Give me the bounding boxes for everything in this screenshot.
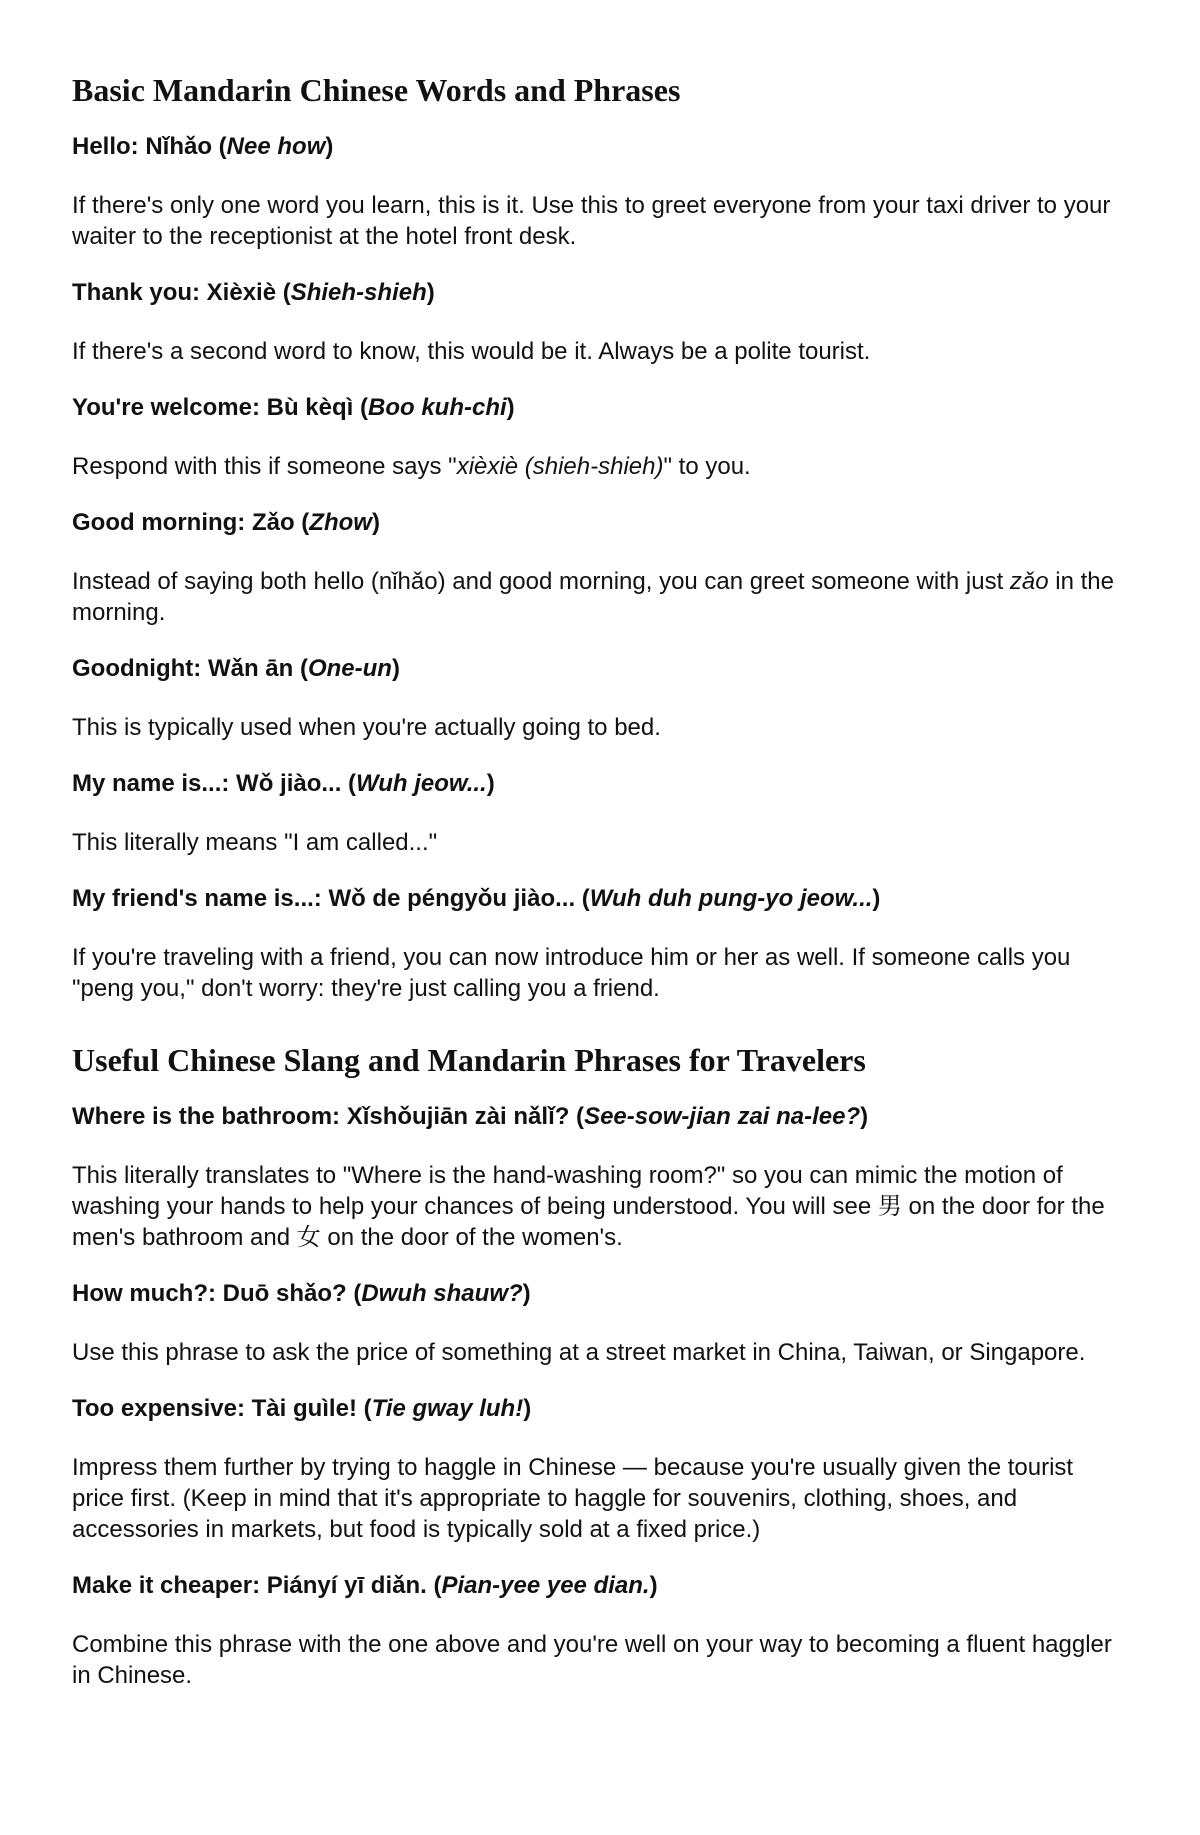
desc-how-much: Use this phrase to ask the price of something at a street market in China, Taiwan, or Singapore. <box>72 1339 1086 1366</box>
term-close: ) <box>522 1280 531 1307</box>
pronunciation: Wuh jeow... <box>356 770 487 797</box>
desc-emphasis: xièxiè (shieh-shieh) <box>456 453 664 480</box>
desc-my-name-is: This literally means "I am called..." <box>72 829 438 856</box>
section-heading-basic: Basic Mandarin Chinese Words and Phrases <box>72 72 681 108</box>
pronunciation: Dwuh shauw? <box>361 1280 523 1307</box>
pronunciation: Shieh-shieh <box>290 279 427 306</box>
term-close: ) <box>506 394 515 421</box>
pronunciation: Pian-yee yee dian. <box>441 1572 650 1599</box>
term-text: Make it cheaper: Piányí yī diǎn. ( <box>72 1572 442 1599</box>
pronunciation: Zhow <box>309 509 372 536</box>
desc-youre-welcome <box>72 451 1128 482</box>
term-hello <box>72 132 1128 162</box>
term-close: ) <box>486 770 495 797</box>
term-close: ) <box>872 885 881 912</box>
desc-hello: If there's only one word you learn, this is it. Use this to greet everyone from your taxi driver to your waiter to the receptionist at the hotel front desk. <box>72 192 1111 250</box>
term-text: Thank you: Xièxiè ( <box>72 279 291 306</box>
pronunciation: Wuh duh pung-yo jeow... <box>589 885 873 912</box>
term-text: Good morning: Zǎo ( <box>72 509 310 536</box>
term-text: Goodnight: Wǎn ān ( <box>72 655 308 682</box>
term-close: ) <box>649 1572 658 1599</box>
term-good-morning <box>72 508 1128 538</box>
pronunciation: Tie gway luh! <box>371 1395 524 1422</box>
term-text: My friend's name is...: Wǒ de péngyǒu jiào... ( <box>72 885 590 912</box>
term-bathroom <box>72 1102 1128 1132</box>
term-text: You're welcome: Bù kèqì ( <box>72 394 368 421</box>
desc-too-expensive: Impress them further by trying to haggle in Chinese — because you're usually given the tourist price first. (Keep in mind that it's appropriate to haggle for souvenirs, clothing, shoes, and accessories in markets, but food is typically sold at a fixed price.) <box>72 1454 1074 1543</box>
desc-emphasis: zǎo <box>1009 568 1049 595</box>
desc-text: Instead of saying both hello (nǐhǎo) and good morning, you can greet someone with just <box>72 568 1010 595</box>
term-make-it-cheaper <box>72 1571 1128 1601</box>
pronunciation: See-sow-jian zai na-lee? <box>584 1103 861 1130</box>
term-text: Too expensive: Tài guìle! ( <box>72 1395 372 1422</box>
term-close: ) <box>426 279 435 306</box>
term-text: How much?: Duō shǎo? ( <box>72 1280 362 1307</box>
term-my-name-is <box>72 769 1128 799</box>
desc-text: in the morning. <box>72 568 1115 626</box>
term-text: Where is the bathroom: Xǐshǒujiān zài nǎlǐ? ( <box>72 1103 585 1130</box>
pronunciation: Boo kuh-chi <box>368 394 507 421</box>
desc-bathroom: This literally translates to "Where is the hand-washing room?" so you can mimic the motion of washing your hands to help your chances of being understood. You will see 男 on the door for the men's bathroom and 女 on the door of the women's. <box>72 1162 1105 1251</box>
desc-text: " to you. <box>663 453 751 480</box>
term-close: ) <box>391 655 400 682</box>
desc-friends-name: If you're traveling with a friend, you can now introduce him or her as well. If someone calls you "peng you," don't worry: they're just calling you a friend. <box>72 944 1071 1002</box>
term-too-expensive <box>72 1394 1128 1424</box>
pronunciation: One-un <box>307 655 392 682</box>
term-text: Hello: Nǐhǎo ( <box>72 133 227 160</box>
term-how-much <box>72 1279 1128 1309</box>
term-youre-welcome <box>72 393 1128 423</box>
term-friends-name <box>72 884 1128 914</box>
desc-thank-you: If there's a second word to know, this would be it. Always be a polite tourist. <box>72 338 871 365</box>
desc-goodnight: This is typically used when you're actually going to bed. <box>72 714 661 741</box>
desc-text: Respond with this if someone says " <box>72 453 457 480</box>
term-text: My name is...: Wǒ jiào... ( <box>72 770 357 797</box>
term-thank-you <box>72 278 1128 308</box>
section-heading-travelers: Useful Chinese Slang and Mandarin Phrases for Travelers <box>72 1042 866 1078</box>
term-goodnight <box>72 654 1128 684</box>
term-close: ) <box>860 1103 869 1130</box>
desc-make-it-cheaper: Combine this phrase with the one above and you're well on your way to becoming a fluent haggler in Chinese. <box>72 1631 1112 1689</box>
term-close: ) <box>523 1395 532 1422</box>
desc-good-morning <box>72 566 1128 628</box>
term-close: ) <box>371 509 380 536</box>
pronunciation: Nee how <box>226 133 326 160</box>
term-close: ) <box>325 133 334 160</box>
